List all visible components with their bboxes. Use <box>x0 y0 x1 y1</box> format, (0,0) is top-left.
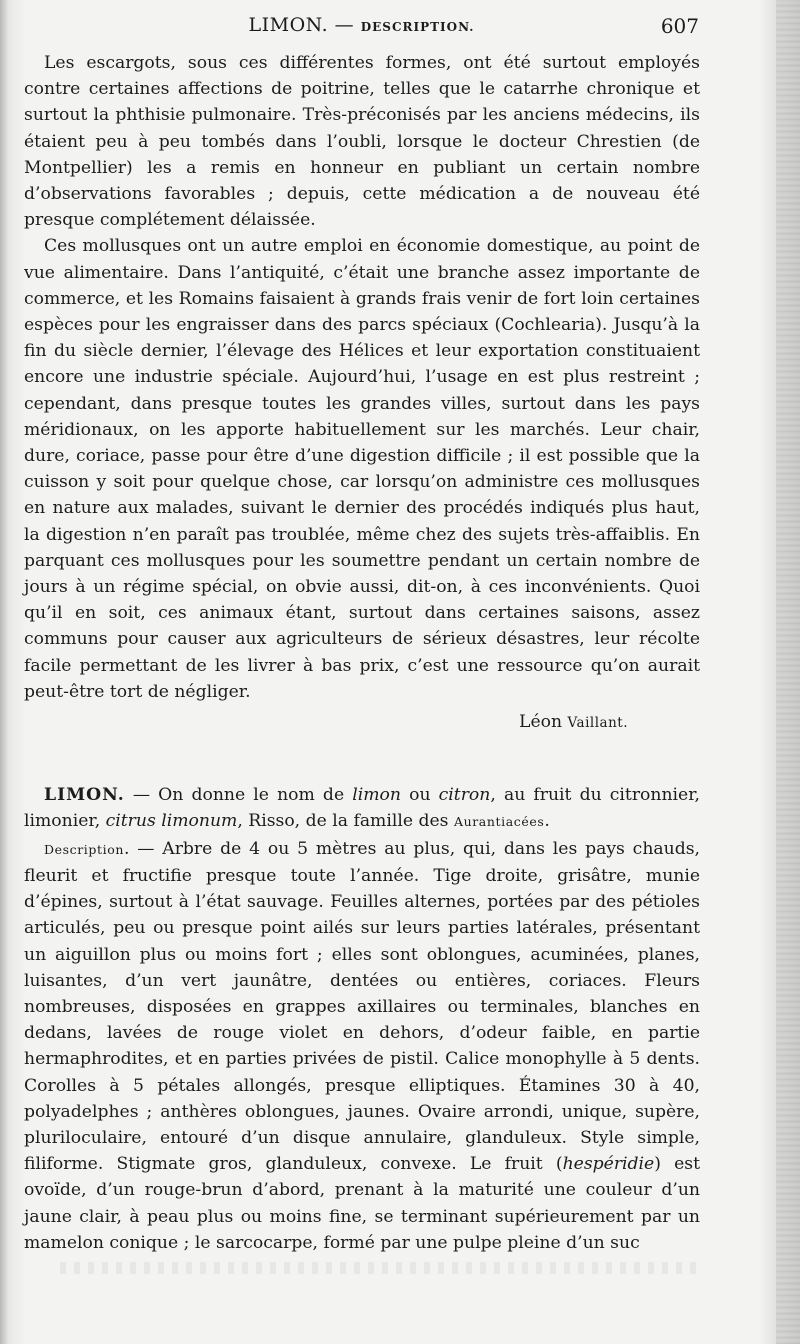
family-name: Aurantiacées <box>453 814 545 830</box>
header-dash: — <box>334 14 355 36</box>
entry-text-5: . <box>544 811 550 832</box>
entry-text-2: ou <box>400 785 439 806</box>
description-text-1: . — Arbre de 4 ou 5 mètres au plus, qui, dans les pays chauds, fleurit et fructifie presque toute l’année. Tige droite, grisâtre, munie d’épines, surtout à l’état sauvage. Feuilles alternes, portées par des pétioles articulés, peu ou presque point ailés sur leurs parties latérales, présentant un aiguillon plus ou moins fort ; elles sont oblongues, acuminées, planes, luisantes, d’un vert jaunâtre, dentées ou entières, coriaces. Fleurs nombreuses, disposées en grappes axillaires ou terminales, blanches en dedans, lavées de rouge violet en dehors, d’odeur faible, en partie hermaphrodites, et en parties privées de pistil. Calice monophylle à 5 dents. Corolles à 5 pétales allongés, presque elliptiques. Étamines 30 à 40, polyadelphes ; anthères oblongues, jaunes. Ovaire arrondi, unique, supère, pluriloculaire, entouré d’un disque annulaire, glanduleux. Style simple, filiforme. Stigmate gros, glanduleux, convexe. Le fruit ( <box>24 838 700 1175</box>
running-section: DESCRIPTION. <box>360 20 475 34</box>
term-limon: limon <box>352 785 401 806</box>
binomial-name: citrus limonum <box>105 811 238 832</box>
description-paragraph <box>24 836 700 1256</box>
entry-limon <box>24 782 700 835</box>
entry-text-4: , Risso, de la famille des <box>237 811 454 832</box>
paragraph-mollusques-alimentaire: Ces mollusques ont un autre emploi en économie domestique, au point de vue alimentaire. Dans l’antiquité, c’était une branche assez importante de commerce, et les Romains faisaient à grands frais venir de fort loin certaines espèces pour les engraisser dans des parcs spéciaux (Cochlearia). Jusqu’à la fin du siècle dernier, l’élevage des Hélices et leur exportation constituaient encore une industrie spéciale. Aujourd’hui, l’usage en est plus restreint ; cependant, dans presque toutes les grandes villes, surtout dans les pays méridionaux, on les apporte habituellement sur les marchés. Leur chair, dure, coriace, passe pour être d’une digestion difficile ; il est possible que la cuisson y soit pour quelque chose, car lorsqu’on administre ces mollusques en nature aux malades, suivant le dernier des procédés indiqués plus haut, la digestion n’en paraît pas troublée, même chez des sujets très-affaiblis. En parquant ces mollusques pour les soumettre pendant un certain nombre de jours à un régime spécial, on obvie aussi, dit-on, à ces inconvénients. Quoi qu’il en soit, ces animaux étant, surtout dans certaines saisons, assez communs pour causer aux agriculteurs de sérieux désastres, leur récolte facile permettant de les livrer à bas prix, c’est une ressource qu’on aurait peut-être tort de négliger. <box>24 236 700 702</box>
page-number: 607 <box>660 14 699 38</box>
author-first-name: Léon <box>519 712 563 733</box>
term-hesperidie: hespéridie <box>562 1154 655 1175</box>
entry-headword: LIMON. <box>44 785 125 806</box>
entry-text-3: , au fruit du citronnier, limonier, <box>24 785 700 832</box>
section-gap <box>24 736 700 782</box>
term-citron: citron <box>438 785 491 806</box>
page-edge <box>776 0 800 1344</box>
author-signature <box>24 709 700 736</box>
paragraph-escargots-usage: Les escargots, sous ces différentes formes, ont été surtout employés contre certaines affections de poitrine, telles que le catarrhe chronique et surtout la phthisie pulmonaire. Très-préconisés par les anciens médecins, ils étaient peu à peu tombés dans l’oubli, lorsque le docteur Chrestien (de Montpellier) les a remis en honneur en publiant un certain nombre d’observations favorables ; depuis, cette médication a de nouveau été presque complétement délaissée. <box>24 53 700 231</box>
running-header <box>24 14 699 44</box>
description-label: Description <box>44 841 125 857</box>
author-last-name: Vaillant. <box>567 715 628 732</box>
running-title <box>24 14 699 36</box>
running-headword: LIMON. <box>248 14 329 36</box>
description-text-2: ) est ovoïde, d’un rouge-brun d’abord, prenant à la maturité une couleur d’un jaune clair, à peau plus ou moins fine, se terminant supérieurement par un mamelon conique ; le sarcocarpe, formé par une pulpe pleine d’un suc <box>24 1154 700 1253</box>
body-text <box>24 50 700 1256</box>
entry-text-1: — On donne le nom de <box>124 785 353 806</box>
binding-shadow <box>0 0 8 1344</box>
show-through-text <box>60 1262 700 1274</box>
